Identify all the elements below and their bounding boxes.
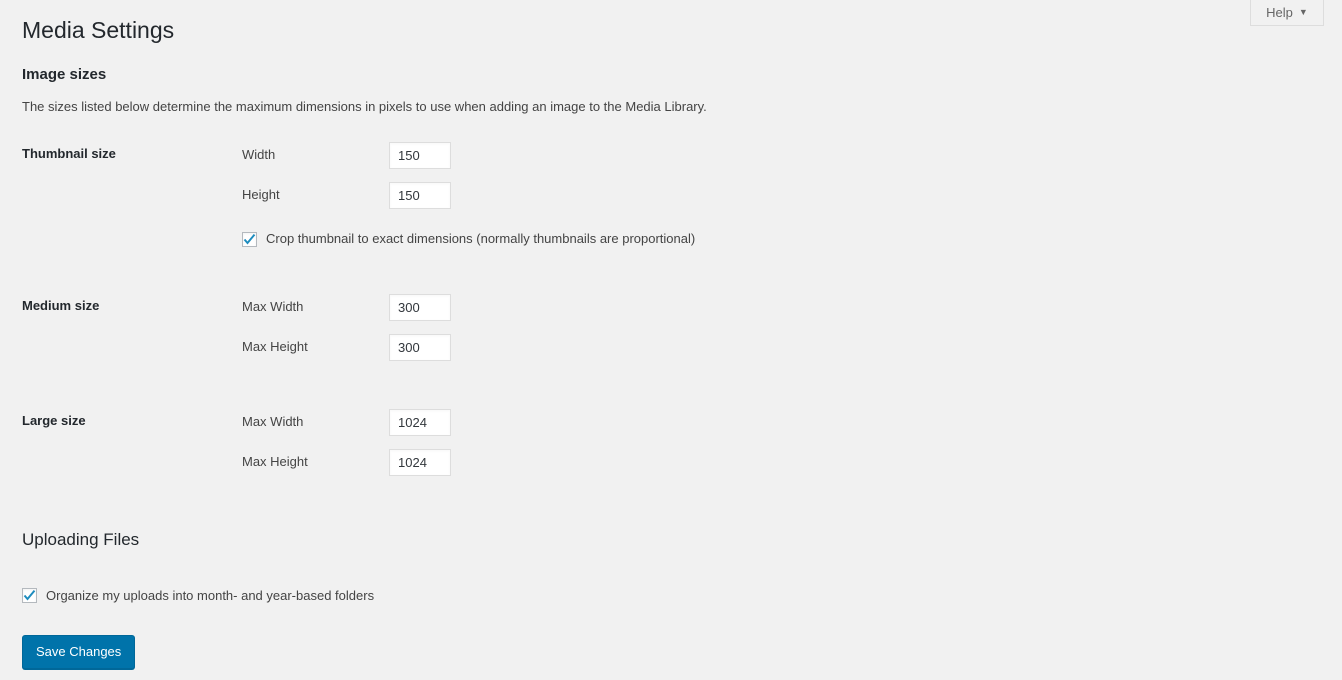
uploading-files-block: [22, 550, 1320, 603]
organize-uploads-label: Organize my uploads into month- and year-based folders: [46, 588, 375, 604]
medium-height-input[interactable]: [389, 334, 451, 361]
thumbnail-height-label: Height: [242, 187, 280, 203]
medium-width-input[interactable]: [389, 294, 451, 321]
image-sizes-heading: Image sizes: [22, 65, 107, 83]
spacer-cell-4: [232, 369, 1122, 401]
medium-height-row: [242, 334, 1112, 361]
organize-uploads-row: [22, 588, 1320, 603]
medium-width-row: [242, 294, 1112, 321]
crop-thumbnail-row: [242, 231, 1112, 248]
spacer-cell: [22, 256, 232, 286]
thumbnail-height-input[interactable]: [389, 182, 451, 209]
uploading-files-heading: Uploading Files: [22, 530, 140, 550]
large-width-label: Max Width: [242, 414, 304, 430]
thumbnail-width-row: [242, 142, 1112, 169]
medium-width-label: Max Width: [242, 299, 304, 315]
checkmark-icon: [23, 589, 36, 602]
help-tab-label: Help: [1266, 5, 1293, 20]
large-size-label: Large size: [22, 413, 86, 429]
help-tab[interactable]: [1250, 0, 1324, 26]
large-width-input[interactable]: [389, 409, 451, 436]
large-size-fields: [232, 401, 1122, 484]
page-title: Media Settings: [22, 17, 175, 43]
table-row-spacer-2: [22, 369, 1122, 401]
thumbnail-size-fields: [232, 134, 1122, 256]
crop-thumbnail-label: Crop thumbnail to exact dimensions (normally thumbnails are proportional): [266, 231, 696, 247]
table-row-spacer-1: [22, 256, 1122, 286]
save-changes-button[interactable]: Save Changes: [22, 635, 135, 669]
table-row-large: [22, 401, 1122, 484]
spacer-cell-2: [232, 256, 1122, 286]
table-row-thumbnail: [22, 134, 1122, 256]
chevron-down-icon: ▼: [1298, 7, 1308, 17]
crop-thumbnail-checkbox[interactable]: [242, 232, 257, 247]
organize-uploads-checkbox[interactable]: [22, 588, 37, 603]
medium-size-fields: [232, 286, 1122, 369]
thumbnail-size-label: Thumbnail size: [22, 146, 116, 162]
large-width-row: [242, 409, 1112, 436]
large-height-label: Max Height: [242, 454, 308, 470]
table-row-medium: [22, 286, 1122, 369]
medium-size-label: Medium size: [22, 298, 100, 314]
medium-height-label: Max Height: [242, 339, 308, 355]
image-sizes-description: The sizes listed below determine the maximum dimensions in pixels to use when adding an image to the Media Library.: [22, 98, 707, 114]
thumbnail-width-label: Width: [242, 147, 276, 163]
large-height-row: [242, 449, 1112, 476]
image-sizes-table: [22, 134, 1122, 484]
thumbnail-height-row: [242, 182, 1112, 209]
thumbnail-width-input[interactable]: [389, 142, 451, 169]
large-height-input[interactable]: [389, 449, 451, 476]
checkmark-icon: [243, 233, 256, 246]
spacer-cell-3: [22, 369, 232, 401]
